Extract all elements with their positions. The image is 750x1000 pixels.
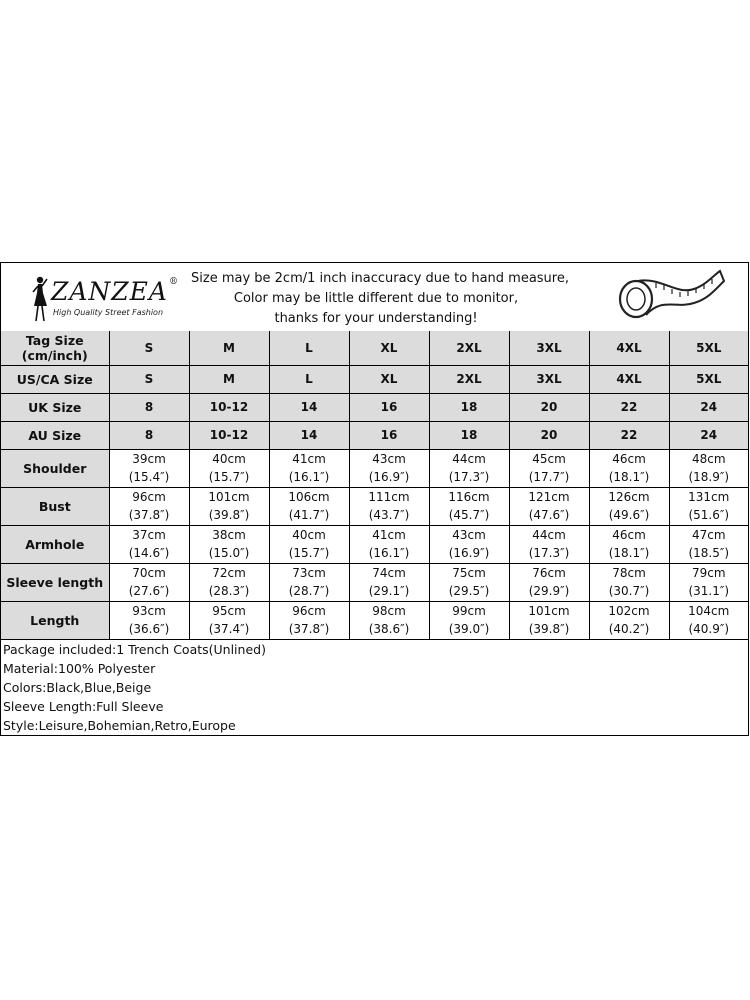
detail-line: Colors:Black,Blue,Beige: [3, 680, 152, 695]
measurement-cell: [509, 487, 589, 525]
measurement-cell: [349, 601, 429, 639]
size-cell: 20: [509, 421, 589, 449]
cm-value: 93cm: [132, 604, 166, 618]
cm-value: 37cm: [132, 528, 166, 542]
cm-value: 95cm: [212, 604, 246, 618]
cm-value: 45cm: [532, 452, 566, 466]
notice-line: Size may be 2cm/1 inch inaccuracy due to hand measure,: [191, 271, 569, 286]
size-cell: XL: [349, 331, 429, 365]
inch-value: (15.0″): [208, 546, 250, 560]
inch-value: (28.7″): [288, 584, 330, 598]
size-cell: 14: [269, 421, 349, 449]
inch-value: (17.3″): [528, 546, 570, 560]
inch-value: (17.7″): [528, 470, 570, 484]
inch-value: (14.6″): [128, 546, 170, 560]
inch-value: (41.7″): [288, 508, 330, 522]
inch-value: (30.7″): [608, 584, 650, 598]
inch-value: (45.7″): [448, 508, 490, 522]
size-cell: M: [189, 331, 269, 365]
size-cell: 4XL: [589, 365, 669, 393]
notice-line: thanks for your understanding!: [274, 311, 478, 326]
detail-line: Material:100% Polyester: [3, 661, 156, 676]
row-label: Tag Size (cm/inch): [1, 331, 109, 365]
cm-value: 40cm: [212, 452, 246, 466]
inch-value: (31.1″): [688, 584, 730, 598]
cm-value: 116cm: [448, 490, 490, 504]
cm-value: 73cm: [292, 566, 326, 580]
chart-header: [1, 263, 748, 332]
inch-value: (49.6″): [608, 508, 650, 522]
cm-value: 98cm: [372, 604, 406, 618]
row-label: US/CA Size: [1, 365, 109, 393]
measurement-cell: [509, 563, 589, 601]
inch-value: (15.4″): [128, 470, 170, 484]
inch-value: (18.9″): [688, 470, 730, 484]
measurement-cell: [509, 525, 589, 563]
cm-value: 121cm: [528, 490, 570, 504]
row-label: Armhole: [1, 525, 109, 563]
cm-value: 76cm: [532, 566, 566, 580]
registered-mark: ®: [168, 277, 179, 287]
measurement-row: [1, 449, 748, 487]
size-cell: 10-12: [189, 393, 269, 421]
inch-value: (15.7″): [208, 470, 250, 484]
measurement-cell: [189, 601, 269, 639]
inch-value: (40.2″): [608, 622, 650, 636]
cm-value: 44cm: [452, 452, 486, 466]
measurement-cell: [589, 487, 669, 525]
inch-value: (37.8″): [288, 622, 330, 636]
brand-logo: [29, 273, 189, 325]
inch-value: (16.1″): [368, 546, 410, 560]
cm-value: 78cm: [612, 566, 646, 580]
brand-name: ZANZEA: [51, 277, 168, 306]
notice-line: Color may be little different due to monitor,: [233, 291, 519, 306]
cm-value: 104cm: [688, 604, 730, 618]
measurement-cell: [269, 449, 349, 487]
brand-tagline: High Quality Street Fashion: [53, 308, 164, 317]
size-row: [1, 421, 748, 449]
detail-line: Sleeve Length:Full Sleeve: [3, 699, 164, 714]
measurement-cell: [269, 525, 349, 563]
inch-value: (16.9″): [368, 470, 410, 484]
size-cell: 16: [349, 393, 429, 421]
size-cell: M: [189, 365, 269, 393]
size-cell: 22: [589, 421, 669, 449]
cm-value: 74cm: [372, 566, 406, 580]
cm-value: 44cm: [532, 528, 566, 542]
size-cell: 4XL: [589, 331, 669, 365]
cm-value: 111cm: [368, 490, 410, 504]
cm-value: 43cm: [372, 452, 406, 466]
measurement-cell: [509, 601, 589, 639]
cm-value: 101cm: [208, 490, 250, 504]
measurement-cell: [189, 449, 269, 487]
measuring-tape-icon: [616, 267, 726, 327]
cm-value: 102cm: [608, 604, 650, 618]
cm-value: 48cm: [691, 452, 726, 466]
size-cell: 20: [509, 393, 589, 421]
size-cell: S: [109, 331, 189, 365]
inch-value: (27.6″): [128, 584, 170, 598]
measurement-row: [1, 487, 748, 525]
size-row: [1, 331, 748, 365]
size-cell: 8: [109, 393, 189, 421]
cm-value: 72cm: [212, 566, 246, 580]
size-cell: 24: [669, 393, 748, 421]
cm-value: 75cm: [452, 566, 486, 580]
cm-value: 46cm: [612, 452, 646, 466]
cm-value: 40cm: [292, 528, 326, 542]
inch-value: (18.1″): [608, 546, 650, 560]
measurement-cell: [669, 525, 748, 563]
cm-value: 79cm: [691, 566, 726, 580]
measurement-row: [1, 563, 748, 601]
measurement-cell: [349, 487, 429, 525]
size-row: [1, 365, 748, 393]
size-table: [1, 331, 748, 640]
measurement-cell: [429, 487, 509, 525]
measurement-cell: [669, 449, 748, 487]
measurement-cell: [429, 601, 509, 639]
inch-value: (29.1″): [368, 584, 410, 598]
cm-value: 96cm: [292, 604, 326, 618]
measurement-cell: [669, 563, 748, 601]
row-label: AU Size: [1, 421, 109, 449]
inch-value: (37.8″): [128, 508, 170, 522]
size-cell: 14: [269, 393, 349, 421]
inch-value: (18.1″): [608, 470, 650, 484]
size-cell: 22: [589, 393, 669, 421]
inch-value: (43.7″): [368, 508, 410, 522]
cm-value: 70cm: [132, 566, 166, 580]
detail-line: Package included:1 Trench Coats(Unlined): [3, 642, 266, 657]
cm-value: 43cm: [452, 528, 486, 542]
woman-silhouette-icon: [29, 275, 49, 325]
size-cell: L: [269, 365, 349, 393]
size-cell: 2XL: [429, 365, 509, 393]
measurement-cell: [669, 487, 748, 525]
row-label: Bust: [1, 487, 109, 525]
cm-value: 46cm: [612, 528, 646, 542]
measurement-cell: [349, 525, 429, 563]
inch-value: (40.9″): [688, 622, 730, 636]
detail-line: Style:Leisure,Bohemian,Retro,Europe: [3, 718, 236, 733]
size-chart: [0, 262, 749, 736]
inch-value: (39.8″): [528, 622, 570, 636]
cm-value: 41cm: [292, 452, 326, 466]
cm-value: 38cm: [212, 528, 246, 542]
inch-value: (15.7″): [288, 546, 330, 560]
cm-value: 39cm: [132, 452, 166, 466]
inch-value: (51.6″): [688, 508, 730, 522]
inch-value: (18.5″): [688, 546, 730, 560]
measurement-cell: [589, 601, 669, 639]
size-cell: 5XL: [669, 331, 748, 365]
measurement-cell: [509, 449, 589, 487]
size-cell: 5XL: [669, 365, 748, 393]
measurement-cell: [189, 487, 269, 525]
size-cell: XL: [349, 365, 429, 393]
inch-value: (16.1″): [288, 470, 330, 484]
size-cell: 24: [669, 421, 748, 449]
measurement-cell: [189, 525, 269, 563]
size-cell: 18: [429, 393, 509, 421]
disclaimer-notice: [191, 269, 569, 329]
inch-value: (17.3″): [448, 470, 490, 484]
measurement-row: [1, 601, 748, 639]
measurement-row: [1, 525, 748, 563]
row-label: Length: [1, 601, 109, 639]
measurement-cell: [589, 563, 669, 601]
cm-value: 99cm: [452, 604, 486, 618]
product-details: [3, 640, 743, 735]
inch-value: (37.4″): [208, 622, 250, 636]
measurement-cell: [109, 525, 189, 563]
cm-value: 47cm: [691, 528, 726, 542]
size-cell: 8: [109, 421, 189, 449]
inch-value: (28.3″): [208, 584, 250, 598]
measurement-cell: [589, 449, 669, 487]
inch-value: (47.6″): [528, 508, 570, 522]
inch-value: (36.6″): [128, 622, 170, 636]
measurement-cell: [429, 449, 509, 487]
row-label: UK Size: [1, 393, 109, 421]
cm-value: 41cm: [372, 528, 406, 542]
inch-value: (16.9″): [448, 546, 490, 560]
measurement-cell: [109, 563, 189, 601]
size-row: [1, 393, 748, 421]
size-cell: 3XL: [509, 365, 589, 393]
size-cell: S: [109, 365, 189, 393]
size-cell: L: [269, 331, 349, 365]
row-label: Shoulder: [1, 449, 109, 487]
inch-value: (39.0″): [448, 622, 490, 636]
measurement-cell: [349, 563, 429, 601]
cm-value: 96cm: [132, 490, 166, 504]
measurement-cell: [189, 563, 269, 601]
measurement-cell: [589, 525, 669, 563]
inch-value: (29.9″): [528, 584, 570, 598]
cm-value: 131cm: [688, 490, 730, 504]
size-cell: 10-12: [189, 421, 269, 449]
measurement-cell: [269, 563, 349, 601]
measurement-cell: [669, 601, 748, 639]
size-cell: 2XL: [429, 331, 509, 365]
size-cell: 18: [429, 421, 509, 449]
measurement-cell: [269, 601, 349, 639]
measurement-cell: [429, 525, 509, 563]
measurement-cell: [109, 601, 189, 639]
measurement-cell: [269, 487, 349, 525]
inch-value: (29.5″): [448, 584, 490, 598]
measurement-cell: [349, 449, 429, 487]
measurement-cell: [109, 449, 189, 487]
size-cell: 16: [349, 421, 429, 449]
size-cell: 3XL: [509, 331, 589, 365]
row-label: Sleeve length: [1, 563, 109, 601]
measurement-cell: [429, 563, 509, 601]
inch-value: (39.8″): [208, 508, 250, 522]
cm-value: 101cm: [528, 604, 570, 618]
measurement-cell: [109, 487, 189, 525]
inch-value: (38.6″): [368, 622, 410, 636]
cm-value: 106cm: [288, 490, 330, 504]
cm-value: 126cm: [608, 490, 650, 504]
